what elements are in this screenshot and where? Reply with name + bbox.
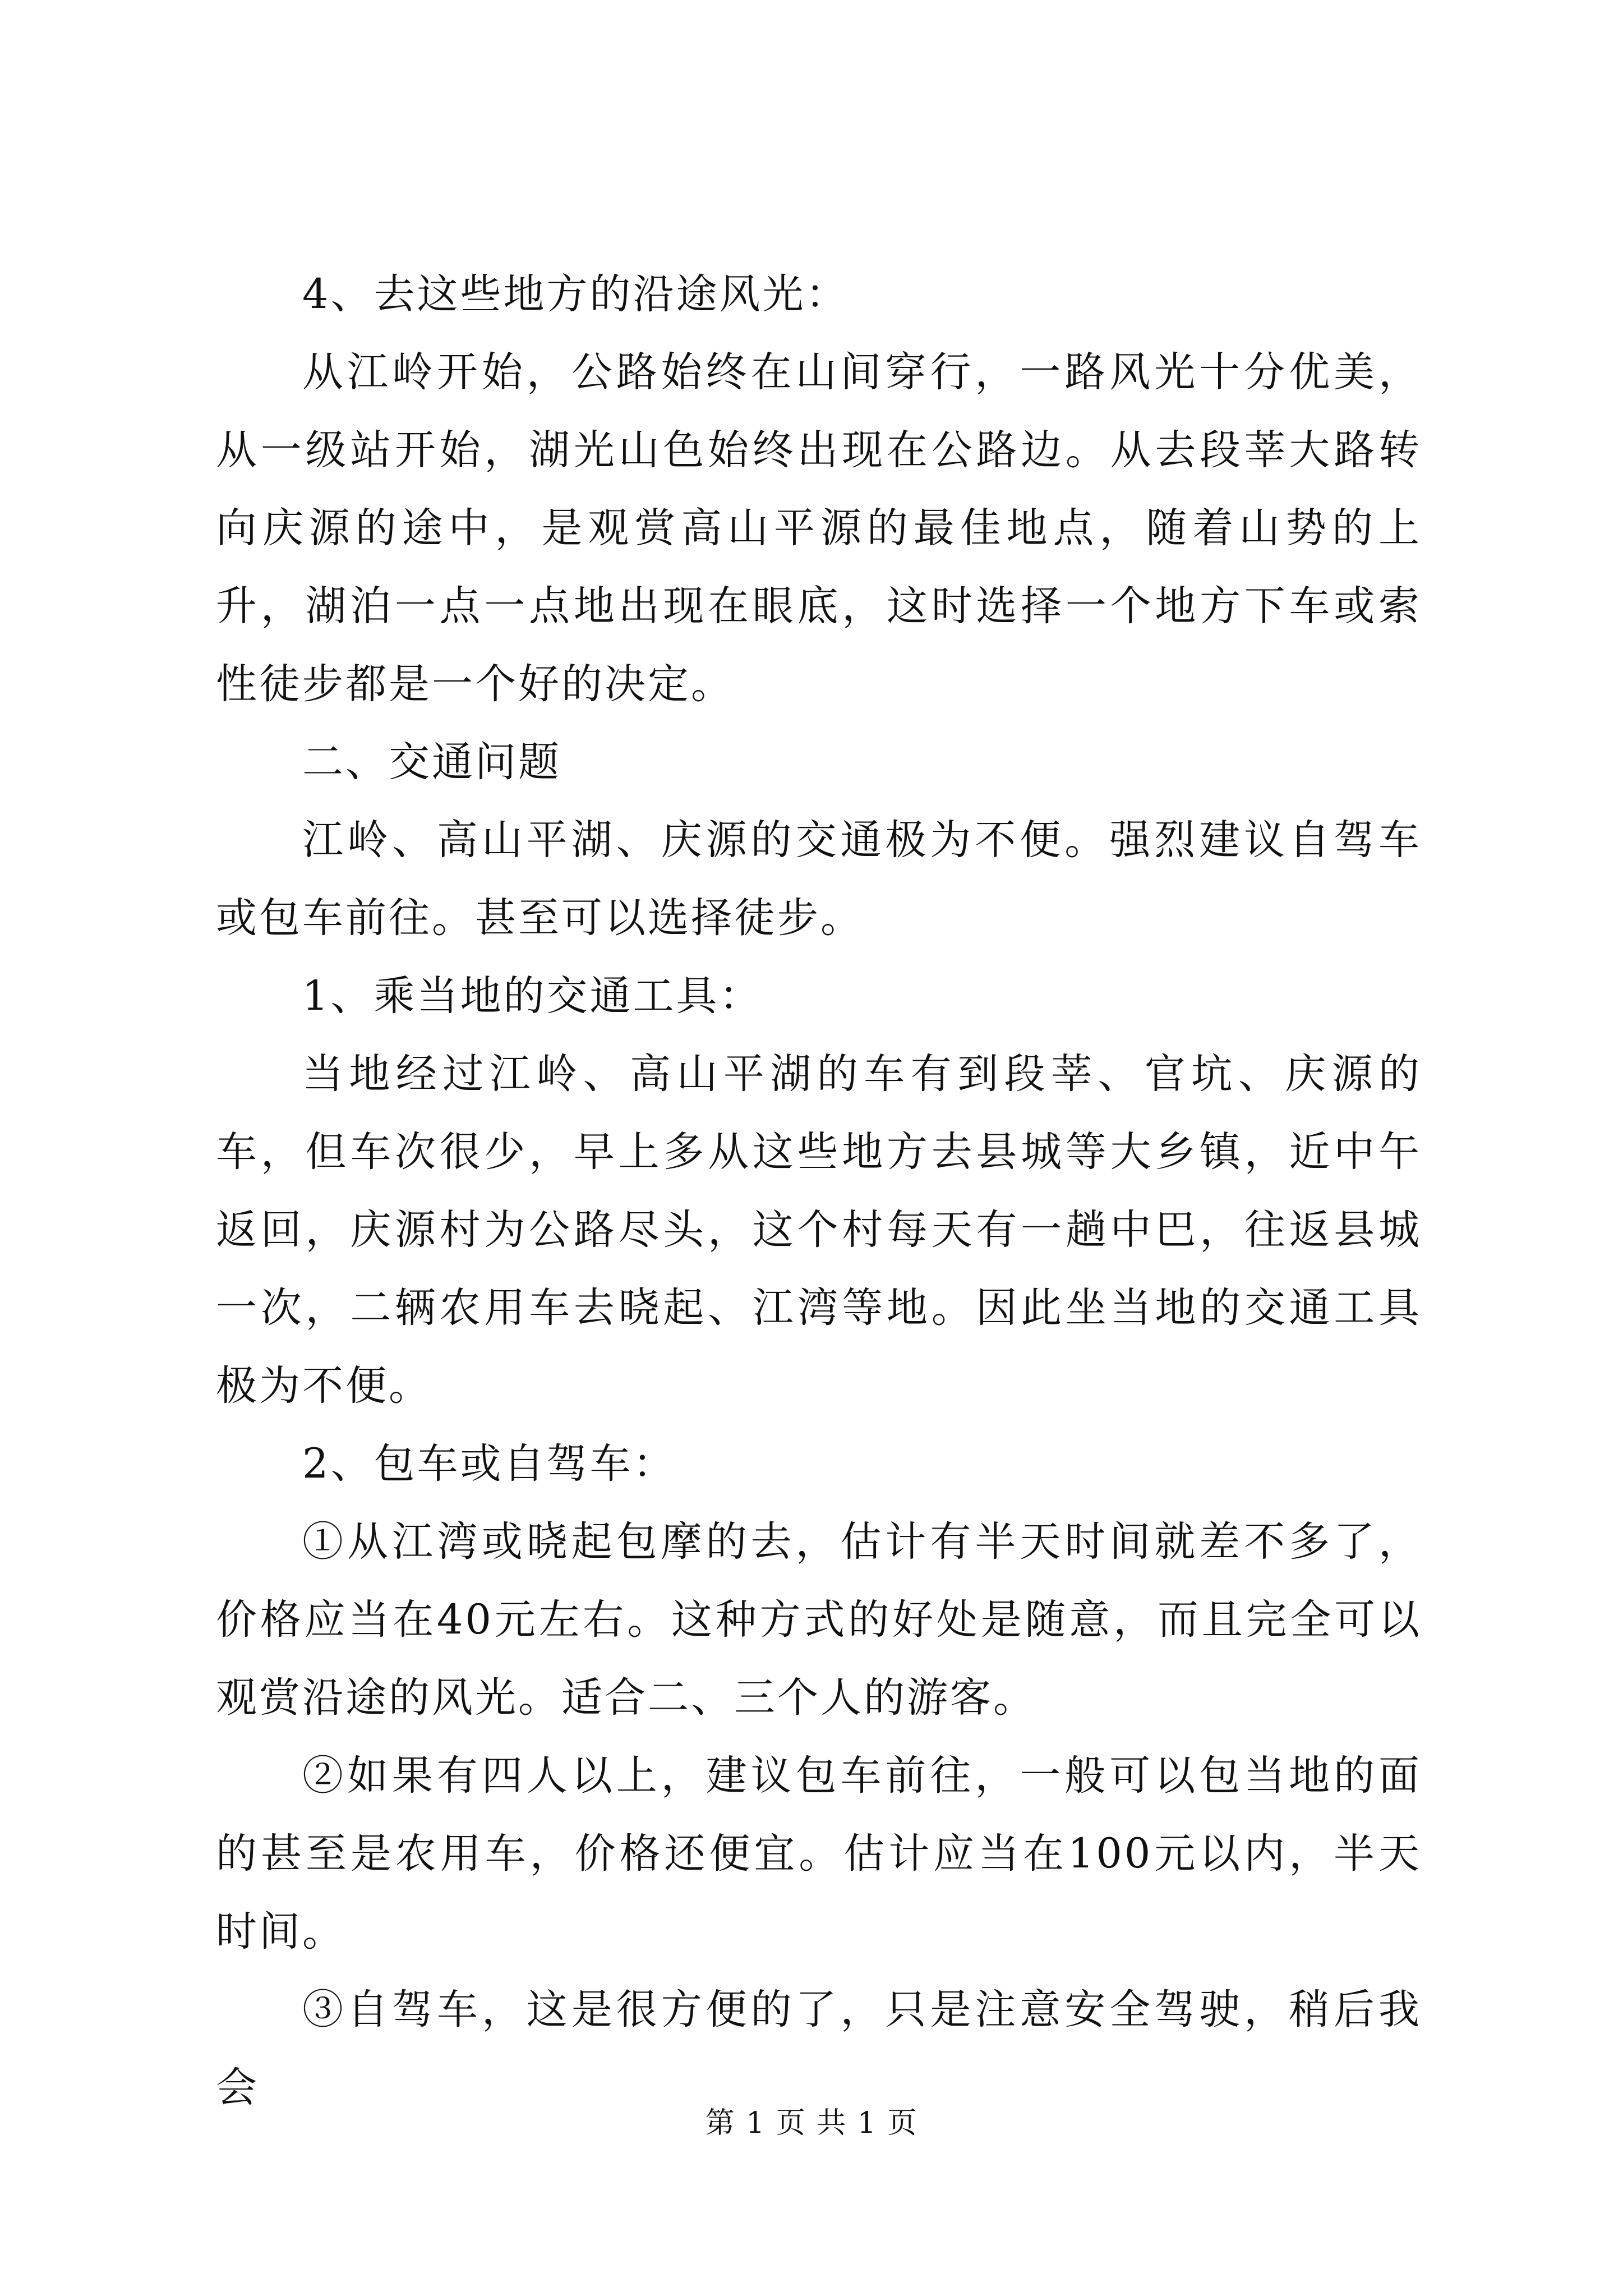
paragraph-scenery-description: 从江岭开始，公路始终在山间穿行，一路风光十分优美，从一级站开始，湖光山色始终出现在公路边。从去段莘大路转向庆源的途中，是观赏高山平源的最佳地点，随着山势的上升，湖泊一点一点地出现在眼底，这时选择一个地方下车或索性徒步都是一个好的决定。	[216, 348, 1422, 708]
paragraph-transport-intro: 江岭、高山平湖、庆源的交通极为不便。强烈建议自驾车或包车前往。甚至可以选择徒步。	[216, 816, 1422, 942]
paragraph-charter-option-1: ①从江湾或晓起包摩的去，估计有半天时间就差不多了，价格应当在40元左右。这种方式的好处是随意，而且完全可以观赏沿途的风光。适合二、三个人的游客。	[216, 1518, 1422, 1722]
paragraph-charter-option-2: ②如果有四人以上，建议包车前往，一般可以包当地的面的甚至是农用车，价格还便宜。估计应当在100元以内，半天时间。	[216, 1752, 1422, 1955]
page-footer: 第 1 页 共 1 页	[705, 2106, 918, 2140]
paragraph-local-transport-description: 当地经过江岭、高山平湖的车有到段莘、官坑、庆源的车，但车次很少，早上多从这些地方去县城等大乡镇，近中午返回，庆源村为公路尽头，这个村每天有一趟中巴，往返县城一次，二辆农用车去晓起、江湾等地。因此坐当地的交通工具极为不便。	[216, 1050, 1422, 1410]
paragraph-charter-option-3: ③自驾车，这是很方便的了，只是注意安全驾驶，稍后我会	[216, 1986, 1422, 2111]
paragraph-local-transport-heading: 1、乘当地的交通工具：	[302, 972, 763, 1020]
document-body	[216, 255, 1422, 2127]
paragraph-transport-heading: 二、交通问题	[302, 738, 561, 786]
paragraph-scenery-heading: 4、去这些地方的沿途风光：	[302, 270, 849, 318]
paragraph-charter-heading: 2、包车或自驾车：	[302, 1440, 676, 1488]
